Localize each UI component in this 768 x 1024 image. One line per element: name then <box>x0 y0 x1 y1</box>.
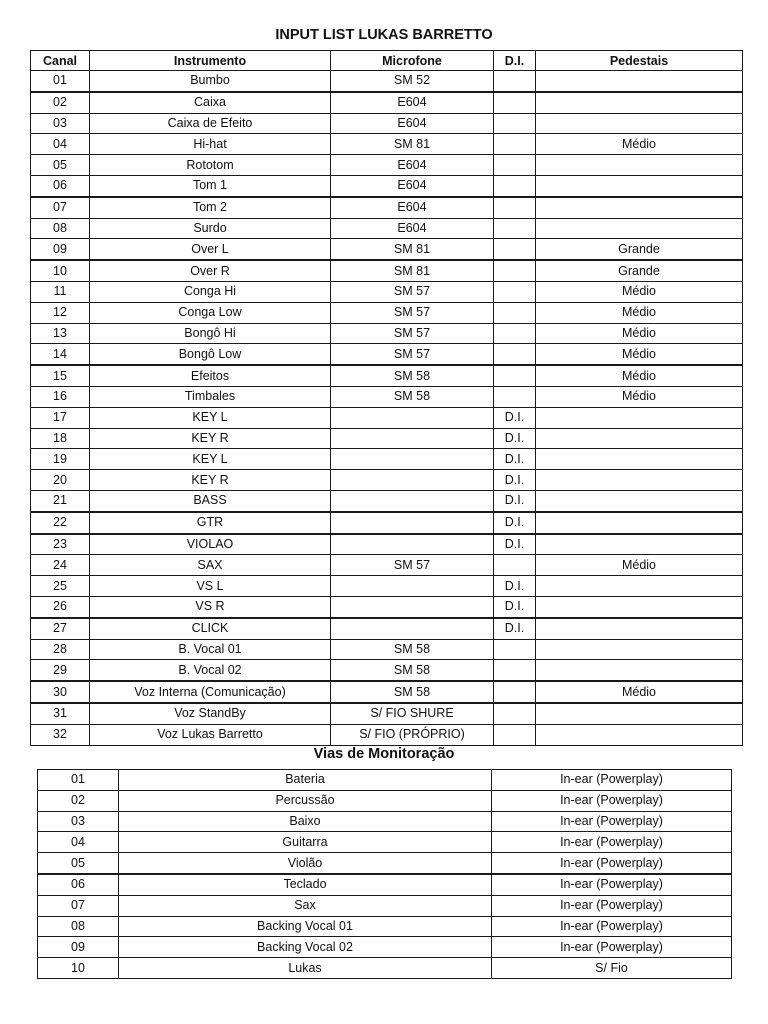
canal-cell: 24 <box>31 555 90 576</box>
di-cell: D.I. <box>494 534 536 555</box>
microfone-cell: SM 57 <box>331 555 494 576</box>
pedestal-cell <box>536 534 743 555</box>
via-number-cell: 05 <box>38 853 119 874</box>
via-name-cell: Backing Vocal 02 <box>119 937 492 958</box>
via-name-cell: Bateria <box>119 770 492 791</box>
di-cell <box>494 703 536 724</box>
instrumento-cell: KEY R <box>90 470 331 491</box>
pedestal-cell: Grande <box>536 260 743 281</box>
via-type-cell: In-ear (Powerplay) <box>492 853 732 874</box>
instrumento-cell: Efeitos <box>90 365 331 386</box>
input-row <box>31 386 743 407</box>
pedestal-cell <box>536 470 743 491</box>
microfone-cell: SM 81 <box>331 134 494 155</box>
di-cell: D.I. <box>494 407 536 428</box>
canal-cell: 29 <box>31 660 90 681</box>
canal-cell: 01 <box>31 71 90 92</box>
monitor-row <box>38 937 732 958</box>
monitor-row <box>38 832 732 853</box>
pedestal-cell: Médio <box>536 134 743 155</box>
instrumento-cell: BASS <box>90 490 331 511</box>
instrumento-cell: Hi-hat <box>90 134 331 155</box>
canal-cell: 18 <box>31 428 90 449</box>
di-cell <box>494 175 536 196</box>
monitor-table <box>37 769 732 979</box>
microfone-cell <box>331 576 494 597</box>
instrumento-cell: Voz Interna (Comunicação) <box>90 681 331 703</box>
di-cell <box>494 724 536 745</box>
input-row <box>31 681 743 703</box>
via-number-cell: 10 <box>38 958 119 979</box>
instrumento-cell: B. Vocal 02 <box>90 660 331 681</box>
canal-cell: 27 <box>31 618 90 639</box>
microfone-cell: SM 57 <box>331 344 494 365</box>
input-row <box>31 703 743 724</box>
di-cell <box>494 639 536 660</box>
header-instrumento: Instrumento <box>90 51 331 71</box>
input-row <box>31 302 743 323</box>
monitor-row <box>38 916 732 937</box>
input-row <box>31 555 743 576</box>
input-row <box>31 365 743 386</box>
input-row <box>31 407 743 428</box>
instrumento-cell: KEY L <box>90 407 331 428</box>
input-row <box>31 724 743 745</box>
microfone-cell <box>331 596 494 617</box>
instrumento-cell: VS R <box>90 596 331 617</box>
di-cell <box>494 386 536 407</box>
via-type-cell: S/ Fio <box>492 958 732 979</box>
input-row <box>31 344 743 365</box>
via-type-cell: In-ear (Powerplay) <box>492 937 732 958</box>
pedestal-cell <box>536 724 743 745</box>
canal-cell: 19 <box>31 449 90 470</box>
via-name-cell: Lukas <box>119 958 492 979</box>
via-type-cell: In-ear (Powerplay) <box>492 770 732 791</box>
di-cell <box>494 365 536 386</box>
di-cell: D.I. <box>494 576 536 597</box>
header-microfone: Microfone <box>331 51 494 71</box>
instrumento-cell: Bongô Hi <box>90 323 331 344</box>
instrumento-cell: Conga Hi <box>90 281 331 302</box>
pedestal-cell <box>536 576 743 597</box>
di-cell: D.I. <box>494 512 536 534</box>
via-number-cell: 04 <box>38 832 119 853</box>
pedestal-cell: Médio <box>536 302 743 323</box>
di-cell <box>494 660 536 681</box>
via-type-cell: In-ear (Powerplay) <box>492 916 732 937</box>
input-row <box>31 470 743 491</box>
microfone-cell: SM 52 <box>331 71 494 92</box>
microfone-cell: SM 81 <box>331 260 494 281</box>
di-cell <box>494 71 536 92</box>
input-row <box>31 218 743 239</box>
instrumento-cell: Voz StandBy <box>90 703 331 724</box>
microfone-cell: SM 58 <box>331 365 494 386</box>
via-number-cell: 07 <box>38 895 119 916</box>
pedestal-cell: Médio <box>536 281 743 302</box>
canal-cell: 21 <box>31 490 90 511</box>
input-row <box>31 576 743 597</box>
microfone-cell: SM 57 <box>331 323 494 344</box>
instrumento-cell: Tom 1 <box>90 175 331 196</box>
canal-cell: 13 <box>31 323 90 344</box>
input-row <box>31 618 743 639</box>
canal-cell: 17 <box>31 407 90 428</box>
instrumento-cell: Over L <box>90 239 331 260</box>
di-cell: D.I. <box>494 470 536 491</box>
monitor-row <box>38 853 732 874</box>
canal-cell: 16 <box>31 386 90 407</box>
header-pedestais: Pedestais <box>536 51 743 71</box>
via-type-cell: In-ear (Powerplay) <box>492 895 732 916</box>
microfone-cell: E604 <box>331 218 494 239</box>
input-row <box>31 134 743 155</box>
input-row <box>31 155 743 176</box>
canal-cell: 28 <box>31 639 90 660</box>
di-cell <box>494 218 536 239</box>
canal-cell: 08 <box>31 218 90 239</box>
pedestal-cell: Médio <box>536 681 743 703</box>
instrumento-cell: B. Vocal 01 <box>90 639 331 660</box>
via-number-cell: 02 <box>38 790 119 811</box>
input-row <box>31 639 743 660</box>
microfone-cell: SM 58 <box>331 660 494 681</box>
microfone-cell: E604 <box>331 113 494 134</box>
di-cell <box>494 113 536 134</box>
canal-cell: 26 <box>31 596 90 617</box>
monitor-row <box>38 874 732 895</box>
input-row <box>31 512 743 534</box>
canal-cell: 20 <box>31 470 90 491</box>
instrumento-cell: KEY R <box>90 428 331 449</box>
canal-cell: 07 <box>31 197 90 218</box>
pedestal-cell: Médio <box>536 555 743 576</box>
microfone-cell: S/ FIO SHURE <box>331 703 494 724</box>
di-cell <box>494 323 536 344</box>
input-row <box>31 260 743 281</box>
header-canal: Canal <box>31 51 90 71</box>
canal-cell: 12 <box>31 302 90 323</box>
input-row <box>31 428 743 449</box>
via-number-cell: 01 <box>38 770 119 791</box>
via-name-cell: Violão <box>119 853 492 874</box>
via-type-cell: In-ear (Powerplay) <box>492 790 732 811</box>
canal-cell: 09 <box>31 239 90 260</box>
pedestal-cell: Médio <box>536 344 743 365</box>
pedestal-cell <box>536 512 743 534</box>
di-cell: D.I. <box>494 428 536 449</box>
via-type-cell: In-ear (Powerplay) <box>492 832 732 853</box>
microfone-cell: S/ FIO (PRÓPRIO) <box>331 724 494 745</box>
monitor-row <box>38 811 732 832</box>
pedestal-cell: Médio <box>536 365 743 386</box>
instrumento-cell: Voz Lukas Barretto <box>90 724 331 745</box>
pedestal-cell <box>536 660 743 681</box>
di-cell: D.I. <box>494 618 536 639</box>
via-number-cell: 09 <box>38 937 119 958</box>
input-row <box>31 281 743 302</box>
microfone-cell <box>331 534 494 555</box>
via-number-cell: 06 <box>38 874 119 895</box>
pedestal-cell: Médio <box>536 323 743 344</box>
input-row <box>31 92 743 113</box>
input-row <box>31 534 743 555</box>
pedestal-cell <box>536 639 743 660</box>
header-di: D.I. <box>494 51 536 71</box>
pedestal-cell <box>536 490 743 511</box>
di-cell <box>494 155 536 176</box>
via-name-cell: Baixo <box>119 811 492 832</box>
instrumento-cell: Timbales <box>90 386 331 407</box>
input-list-table <box>30 50 743 746</box>
input-row <box>31 71 743 92</box>
input-row <box>31 596 743 617</box>
canal-cell: 22 <box>31 512 90 534</box>
input-row <box>31 239 743 260</box>
canal-cell: 06 <box>31 175 90 196</box>
page-title: INPUT LIST LUKAS BARRETTO <box>275 27 493 43</box>
instrumento-cell: Over R <box>90 260 331 281</box>
microfone-cell: SM 57 <box>331 281 494 302</box>
canal-cell: 11 <box>31 281 90 302</box>
instrumento-cell: CLICK <box>90 618 331 639</box>
canal-cell: 10 <box>31 260 90 281</box>
di-cell <box>494 681 536 703</box>
di-cell <box>494 555 536 576</box>
canal-cell: 23 <box>31 534 90 555</box>
di-cell: D.I. <box>494 449 536 470</box>
pedestal-cell <box>536 703 743 724</box>
pedestal-cell <box>536 449 743 470</box>
microfone-cell <box>331 512 494 534</box>
di-cell <box>494 197 536 218</box>
microfone-cell: SM 58 <box>331 639 494 660</box>
pedestal-cell <box>536 113 743 134</box>
monitor-row <box>38 790 732 811</box>
via-name-cell: Sax <box>119 895 492 916</box>
di-cell: D.I. <box>494 596 536 617</box>
via-name-cell: Percussão <box>119 790 492 811</box>
canal-cell: 03 <box>31 113 90 134</box>
pedestal-cell <box>536 71 743 92</box>
microfone-cell: SM 81 <box>331 239 494 260</box>
monitor-section-title: Vias de Monitoração <box>313 746 455 762</box>
instrumento-cell: Surdo <box>90 218 331 239</box>
microfone-cell: E604 <box>331 155 494 176</box>
input-row <box>31 660 743 681</box>
di-cell <box>494 92 536 113</box>
canal-cell: 14 <box>31 344 90 365</box>
instrumento-cell: SAX <box>90 555 331 576</box>
via-name-cell: Guitarra <box>119 832 492 853</box>
microfone-cell: E604 <box>331 175 494 196</box>
pedestal-cell <box>536 218 743 239</box>
instrumento-cell: VS L <box>90 576 331 597</box>
input-header-row <box>31 51 743 71</box>
instrumento-cell: KEY L <box>90 449 331 470</box>
microfone-cell <box>331 449 494 470</box>
canal-cell: 04 <box>31 134 90 155</box>
microfone-cell <box>331 618 494 639</box>
instrumento-cell: Tom 2 <box>90 197 331 218</box>
input-row <box>31 449 743 470</box>
microfone-cell: E604 <box>331 197 494 218</box>
instrumento-cell: GTR <box>90 512 331 534</box>
pedestal-cell <box>536 92 743 113</box>
pedestal-cell: Médio <box>536 386 743 407</box>
di-cell <box>494 344 536 365</box>
microfone-cell <box>331 470 494 491</box>
via-number-cell: 03 <box>38 811 119 832</box>
microfone-cell <box>331 407 494 428</box>
canal-cell: 15 <box>31 365 90 386</box>
monitor-row <box>38 895 732 916</box>
microfone-cell: SM 57 <box>331 302 494 323</box>
pedestal-cell <box>536 596 743 617</box>
microfone-cell: E604 <box>331 92 494 113</box>
instrumento-cell: VIOLAO <box>90 534 331 555</box>
canal-cell: 25 <box>31 576 90 597</box>
instrumento-cell: Conga Low <box>90 302 331 323</box>
pedestal-cell <box>536 155 743 176</box>
canal-cell: 30 <box>31 681 90 703</box>
pedestal-cell <box>536 618 743 639</box>
di-cell <box>494 134 536 155</box>
input-row <box>31 175 743 196</box>
canal-cell: 32 <box>31 724 90 745</box>
instrumento-cell: Bumbo <box>90 71 331 92</box>
input-row <box>31 490 743 511</box>
monitor-row <box>38 770 732 791</box>
canal-cell: 02 <box>31 92 90 113</box>
di-cell <box>494 302 536 323</box>
via-name-cell: Teclado <box>119 874 492 895</box>
via-number-cell: 08 <box>38 916 119 937</box>
pedestal-cell <box>536 175 743 196</box>
input-row <box>31 197 743 218</box>
canal-cell: 05 <box>31 155 90 176</box>
monitor-row <box>38 958 732 979</box>
instrumento-cell: Caixa de Efeito <box>90 113 331 134</box>
via-name-cell: Backing Vocal 01 <box>119 916 492 937</box>
pedestal-cell <box>536 197 743 218</box>
di-cell <box>494 239 536 260</box>
instrumento-cell: Bongô Low <box>90 344 331 365</box>
canal-cell: 31 <box>31 703 90 724</box>
microfone-cell <box>331 490 494 511</box>
via-type-cell: In-ear (Powerplay) <box>492 874 732 895</box>
instrumento-cell: Caixa <box>90 92 331 113</box>
input-row <box>31 323 743 344</box>
via-type-cell: In-ear (Powerplay) <box>492 811 732 832</box>
pedestal-cell <box>536 407 743 428</box>
di-cell <box>494 260 536 281</box>
instrumento-cell: Rototom <box>90 155 331 176</box>
pedestal-cell: Grande <box>536 239 743 260</box>
microfone-cell <box>331 428 494 449</box>
input-row <box>31 113 743 134</box>
pedestal-cell <box>536 428 743 449</box>
di-cell <box>494 281 536 302</box>
microfone-cell: SM 58 <box>331 681 494 703</box>
di-cell: D.I. <box>494 490 536 511</box>
microfone-cell: SM 58 <box>331 386 494 407</box>
